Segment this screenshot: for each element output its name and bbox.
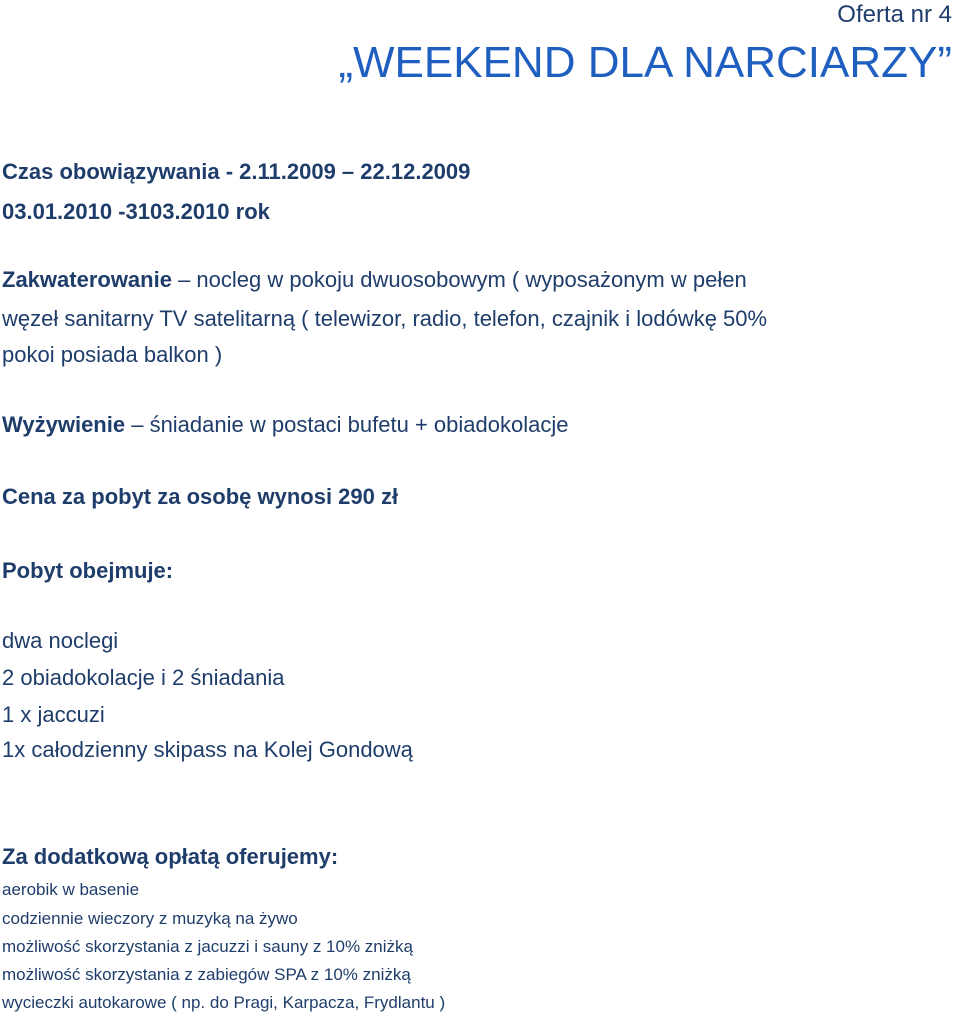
food-line [2, 410, 568, 440]
accommodation-line-3: pokoi posiada balkon ) [2, 342, 223, 367]
food-dash: – [125, 412, 150, 437]
include-item: 1 x jaccuzi [2, 702, 105, 727]
include-item: 1x całodzienny skipass na Kolej Gondową [2, 737, 413, 762]
extra-item: aerobik w basenie [2, 880, 140, 899]
include-item: 2 obiadokolacje i 2 śniadania [2, 665, 285, 690]
price-line: Cena za pobyt za osobę wynosi 290 zł [2, 484, 399, 509]
food-label: Wyżywienie [2, 412, 126, 437]
offer-number: Oferta nr 4 [837, 1, 952, 28]
extra-item: wycieczki autokarowe ( np. do Pragi, Karpacza, Frydlantu ) [2, 993, 446, 1012]
accommodation-line-2: węzeł sanitarny TV satelitarną ( telewizor, radio, telefon, czajnik i lodówkę 50% [2, 306, 768, 331]
accommodation-dash: – [171, 267, 197, 292]
validity-period-line-1: Czas obowiązywania - 2.11.2009 – 22.12.2009 [2, 159, 471, 184]
accommodation-text: nocleg w pokoju dwuosobowym ( wyposażonym w pełen [196, 267, 747, 292]
extra-item: możliwość skorzystania z zabiegów SPA z 10% zniżką [2, 965, 411, 984]
extra-item: możliwość skorzystania z jacuzzi i sauny z 10% zniżką [2, 937, 413, 956]
accommodation-label: Zakwaterowanie [2, 267, 172, 292]
accommodation-line-1 [2, 265, 747, 295]
food-text: śniadanie w postaci bufetu + obiadokolacje [149, 412, 569, 437]
include-item: dwa noclegi [2, 628, 119, 653]
includes-heading: Pobyt obejmuje: [2, 558, 174, 583]
validity-period-line-2: 03.01.2010 -3103.2010 rok [2, 199, 270, 224]
extra-item: codziennie wieczory z muzyką na żywo [2, 909, 298, 928]
extras-heading: Za dodatkową opłatą oferujemy: [2, 844, 339, 869]
offer-title: „WEEKEND DLA NARCIARZY” [338, 38, 952, 87]
